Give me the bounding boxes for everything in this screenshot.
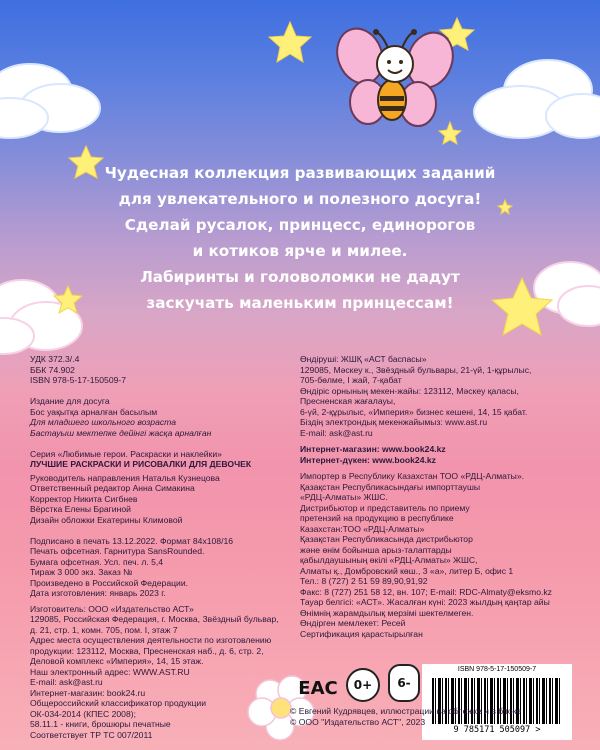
imprint-left [30, 354, 292, 740]
intro-text [60, 160, 540, 316]
cloud-top-right-icon [474, 60, 600, 138]
importer-line: Сертификация қарастырылған [300, 628, 423, 639]
star-icon [439, 122, 461, 144]
copyright [290, 706, 521, 728]
series: Серия «Любимые герои. Раскраски и наклейки» [30, 448, 222, 459]
age-six-label: 6- [397, 676, 411, 690]
maker-line: Общероссийский классификатор продукции [30, 698, 207, 708]
shop-kz: Интернет-дүкен: www.book24.kz [300, 454, 436, 465]
isbn-barcode [422, 664, 572, 740]
intro-line: Чудесная коллекция развивающих заданий [104, 164, 496, 182]
cloud-right-icon [534, 262, 600, 326]
age-group-kz: Бастауыш мектепке дейінгі жасқа арналған [30, 427, 212, 438]
importer-line: және өнім бойынша арыз-талаптарды [300, 544, 452, 555]
importer-line: Алматы қ., Домбровский көш., 3 «а», литер Б, офис 1 [300, 565, 514, 576]
importer-line: Импортер в Республику Казахстан ТОО «РДЦ-Алматы». [300, 471, 524, 481]
maker-line: Изготовитель: ООО «Издательство АСТ» [30, 603, 194, 614]
importer-line: Қазақстан Республикасындағы импорттаушы [300, 481, 481, 492]
print-line: Произведено в Российской Федерации. [30, 577, 189, 588]
age-zero-plus-icon [346, 668, 380, 702]
importer-line: Факс: 8 (727) 251 58 12, вн. 107; E-mail: RDC-Almaty@eksmo.kz [300, 586, 552, 597]
importer-line: Дистрибьютор и представитель по приему [300, 502, 470, 513]
print-line: Дата изготовления: январь 2023 г. [30, 588, 166, 598]
importer-line: Казахстан:ТОО «РДЦ-Алматы» [300, 523, 425, 534]
importer-line: Өнімнің жарамдылық мерзімі шектелмеген. [300, 607, 474, 618]
age-group: Для младшего школьного возраста [30, 417, 177, 427]
importer-line: Өндірген мемлекет: Ресей [300, 618, 406, 628]
maker-line: 58.11.1 - книги, брошюры печатные [30, 719, 171, 729]
print-line: Тираж 3 000 экз. Заказ № [30, 567, 133, 577]
importer-line: Тауар белгісі: «АСТ». Жасалған күні: 2023 жылдың қаңтар айы [300, 597, 550, 607]
maker-line: 129085, Российская Федерация, г. Москва, Звёздный бульвар, [30, 614, 279, 624]
print-line: Бумага офсетная. Усл. печ. л. 5,4 [30, 556, 164, 567]
copyright-line: © Евгений Кудрявцев, иллюстрации на обложке и в блоке [290, 706, 522, 716]
print-line: Печать офсетная. Гарнитура SansRounded. [30, 546, 205, 556]
intro-line: Лабиринты и головоломки не дадут [140, 268, 460, 286]
isbn: ISBN 978-5-17-150509-7 [30, 375, 127, 385]
producer-line: Біздің электрондық мекенжайымыз: www.ast.ru [300, 417, 488, 427]
maker-line: д. 21, стр. 1, комн. 705, пом. I, этаж 7 [30, 624, 178, 635]
importer-line: «РДЦ-Алматы» ЖШС. [300, 492, 388, 502]
star-icon [269, 22, 311, 62]
age-six-icon [388, 664, 420, 702]
eac-mark-icon [298, 672, 338, 704]
producer-line: 705-бөлме, I жай, 7-қабат [300, 375, 402, 385]
maker-line: E-mail: ask@ast.ru [30, 677, 103, 687]
importer-line: Қазақстан Республикасында дистрибьютор [300, 534, 473, 544]
shop-ru: Интернет-магазин: www.book24.kz [300, 444, 446, 454]
barcode-isbn-text: ISBN 978-5-17-150509-7 [457, 666, 537, 673]
staff-line: Руководитель направления Наталья Кузнецова [30, 472, 220, 483]
maker-line: продукции: 123112, Москва, Пресненская наб., д. 6, стр. 2, [30, 645, 264, 656]
age-zero-label: 0+ [353, 678, 373, 692]
maker-line: Наш электронный адрес: WWW.AST.RU [30, 666, 190, 677]
edition-type: Издание для досуга [30, 396, 110, 406]
intro-line: заскучать маленьким принцессам! [146, 294, 454, 312]
producer-line: 129085, Мәскеу к., Звёздный бульвары, 21-үй, 1-құрылыс, [300, 364, 532, 375]
producer-line: Өндіруші: ЖШҚ «АСТ баспасы» [300, 354, 427, 364]
edition-type-kz: Бос уақытқа арналған басылым [30, 406, 158, 417]
staff-line: Корректор Никита Сигбнев [30, 493, 138, 504]
importer-line: қабылдаушының өкілі «РДЦ-Алматы» ЖШС, [300, 555, 478, 565]
importer-line: Тел.: 8 (727) 2 51 59 89,90,91,92 [300, 576, 428, 586]
staff-line: Вёрстка Елены Брагиной [30, 504, 131, 514]
intro-line: и котиков ярче и милее. [192, 242, 408, 260]
maker-line: Адрес места осуществления деятельности по изготовлению [30, 635, 272, 645]
cloud-top-left-icon [0, 64, 100, 138]
intro-line: для увлекательного и полезного досуга! [118, 190, 482, 208]
udk: УДК 372.3/.4 [30, 354, 80, 364]
producer-line: Пресненская жағалауы, [300, 396, 396, 406]
staff-line: Ответственный редактор Анна Симакина [30, 483, 195, 493]
staff-line: Дизайн обложки Екатерины Климовой [30, 514, 183, 525]
eac-label: EAC [298, 677, 338, 699]
maker-line: Деловой комплекс «Империя», 14, 15 этаж. [30, 656, 204, 666]
print-line: Подписано в печать 13.12.2022. Формат 84x108/16 [30, 535, 234, 546]
producer-line: 6-үй, 2-құрылыс, «Империя» бизнес кешені, 14, 15 қабат. [300, 406, 528, 417]
copyright-line: © ООО "Издательство АСТ", 2023 [290, 717, 426, 727]
imprint-right [300, 354, 590, 639]
book-title: ЛУЧШИЕ РАСКРАСКИ И РИСОВАЛКИ ДЛЯ ДЕВОЧЕК [30, 459, 252, 469]
maker-line: Соответствует ТР ТС 007/2011 [30, 729, 153, 740]
bbk: ББК 74.902 [30, 364, 75, 375]
bee-character-icon [330, 22, 460, 126]
producer-line: Өндіріс орнының мекен-жайы: 123112, Мәскеу қаласы, [300, 385, 519, 396]
importer-line: претензий на продукцию в республике [300, 513, 454, 523]
intro-line: Сделай русалок, принцесс, единорогов [124, 216, 476, 234]
barcode-digits: 9 785171 505097 > [453, 725, 541, 735]
maker-line: ОК-034-2014 (КПЕС 2008); [30, 708, 136, 719]
producer-line: E-mail: ask@ast.ru [300, 427, 373, 438]
maker-line: Интернет-магазин: book24.ru [30, 687, 146, 698]
